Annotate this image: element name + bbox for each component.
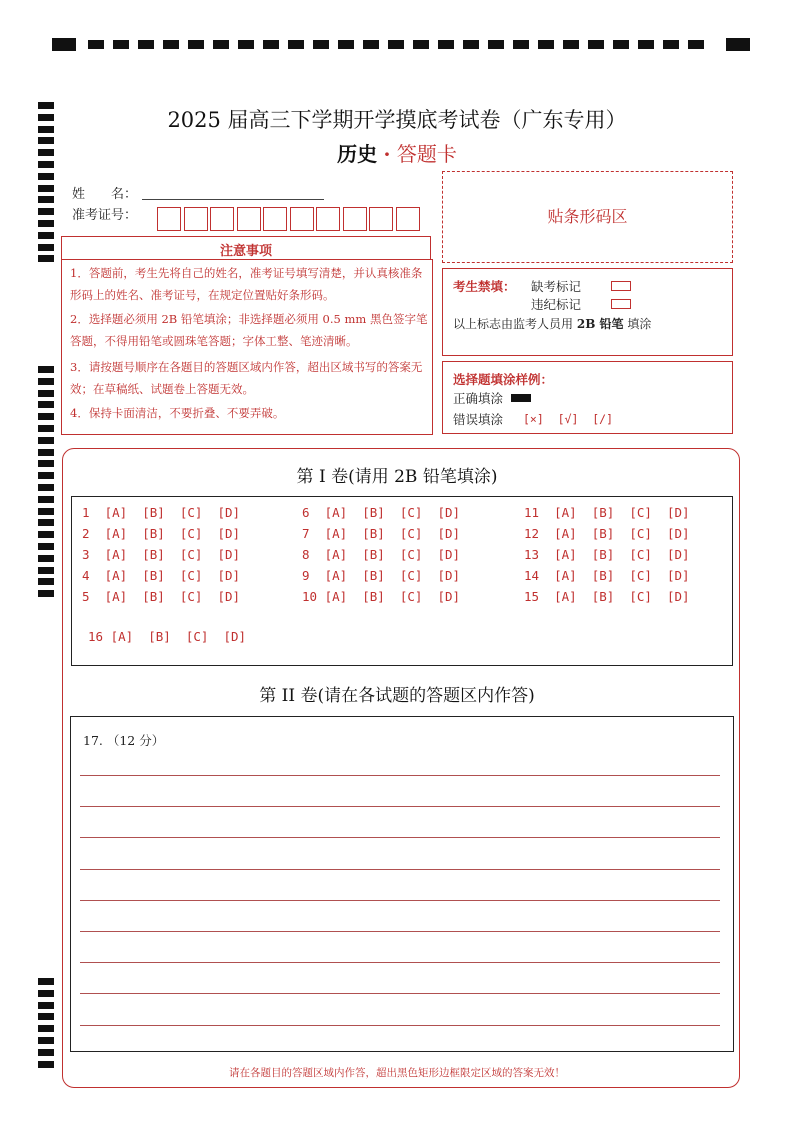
timing-mark	[338, 40, 354, 49]
notice-item-1: 1．答题前，考生先将自己的姓名，准考证号填写清楚，并认真核准条形码上的姓名、准考证号，在规定位置贴好条形码。	[70, 266, 423, 302]
wrong-fill-label: 错误填涂	[453, 412, 504, 427]
correct-fill-label: 正确填涂	[453, 391, 504, 406]
timing-mark	[38, 519, 54, 526]
timing-mark	[38, 390, 54, 397]
timing-mark	[38, 244, 54, 251]
notice-item-4: 4．保持卡面清洁，不要折叠、不要弄破。	[70, 406, 285, 420]
exam-id-grid[interactable]	[157, 207, 422, 231]
timing-mark	[38, 185, 54, 192]
timing-mark	[638, 40, 654, 49]
timing-mark	[388, 40, 404, 49]
timing-mark	[38, 1037, 54, 1044]
timing-mark	[38, 413, 54, 420]
prohibited-note-end: 填涂	[627, 317, 652, 331]
timing-mark	[288, 40, 304, 49]
choice-row[interactable]: 8 [A] [B] [C] [D]	[302, 547, 461, 562]
timing-mark	[38, 196, 54, 203]
timing-mark	[513, 40, 529, 49]
timing-mark	[163, 40, 179, 49]
choice-row[interactable]: 5 [A] [B] [C] [D]	[82, 589, 241, 604]
timing-mark	[38, 366, 54, 373]
timing-mark	[38, 255, 54, 262]
timing-mark	[38, 567, 54, 574]
timing-mark	[726, 38, 750, 51]
exam-id-digit-cell[interactable]	[316, 207, 340, 231]
answer-line	[80, 775, 720, 776]
timing-mark	[38, 990, 54, 997]
violation-label: 违纪标记	[531, 297, 582, 312]
choice-row[interactable]: 3 [A] [B] [C] [D]	[82, 547, 241, 562]
timing-mark	[113, 40, 129, 49]
timing-mark	[38, 232, 54, 239]
timing-mark	[38, 220, 54, 227]
subject-title	[0, 138, 794, 167]
subject-name: 历史	[337, 142, 378, 166]
timing-mark	[488, 40, 504, 49]
timing-mark	[38, 425, 54, 432]
choice-row[interactable]: 7 [A] [B] [C] [D]	[302, 526, 461, 541]
prohibited-title: 考生禁填：	[453, 279, 516, 294]
timing-mark	[88, 40, 104, 49]
notice-title: 注意事项	[219, 244, 272, 259]
exam-id-digit-cell[interactable]	[263, 207, 287, 231]
exam-id-digit-cell[interactable]	[157, 207, 181, 231]
timing-mark	[38, 1049, 54, 1056]
answer-line	[80, 993, 720, 994]
top-timing-marks	[52, 38, 750, 52]
prohibited-box	[442, 268, 733, 356]
timing-mark	[588, 40, 604, 49]
answer-line	[80, 806, 720, 807]
timing-mark	[38, 543, 54, 550]
timing-mark	[38, 401, 54, 408]
barcode-label: 贴条形码区	[547, 207, 628, 226]
timing-mark	[538, 40, 554, 49]
timing-mark	[38, 531, 54, 538]
timing-mark	[38, 555, 54, 562]
answer-line	[80, 931, 720, 932]
exam-id-label: 准考证号：	[72, 208, 138, 223]
prohibited-note-text: 以上标志由监考人员用	[453, 317, 574, 331]
name-label: 姓 名：	[72, 187, 138, 202]
choice-row[interactable]: 9 [A] [B] [C] [D]	[302, 568, 461, 583]
exam-id-digit-cell[interactable]	[369, 207, 393, 231]
timing-mark	[38, 590, 54, 597]
violation-mark-box[interactable]	[611, 299, 631, 309]
timing-mark	[38, 208, 54, 215]
choice-row[interactable]: 14 [A] [B] [C] [D]	[524, 568, 690, 583]
absent-label: 缺考标记	[531, 279, 582, 294]
timing-mark	[688, 40, 704, 49]
timing-mark	[38, 437, 54, 444]
wrong-fill-marks: [×] [√] [/]	[523, 412, 614, 426]
exam-id-digit-cell[interactable]	[343, 207, 367, 231]
choice-row[interactable]: 13 [A] [B] [C] [D]	[524, 547, 690, 562]
choice-row[interactable]: 2 [A] [B] [C] [D]	[82, 526, 241, 541]
timing-mark	[438, 40, 454, 49]
choice-row[interactable]: 6 [A] [B] [C] [D]	[302, 505, 461, 520]
absent-mark-box[interactable]	[611, 281, 631, 291]
prohibited-note	[453, 315, 651, 332]
timing-mark	[38, 496, 54, 503]
sample-title: 选择题填涂样例：	[453, 372, 554, 387]
question-17-label: 17. （12 分）	[83, 733, 165, 748]
timing-mark	[38, 173, 54, 180]
timing-mark	[38, 1025, 54, 1032]
part1-title: 第 I 卷(请用 2B 铅笔填涂)	[296, 467, 498, 487]
timing-mark	[613, 40, 629, 49]
timing-mark	[52, 38, 76, 51]
title-dot: ·	[383, 142, 391, 166]
sample-box	[442, 361, 733, 434]
timing-mark	[363, 40, 379, 49]
timing-mark	[38, 449, 54, 456]
answer-line	[80, 962, 720, 963]
answer-card-label: 答题卡	[396, 142, 457, 166]
part2-title: 第 II 卷(请在各试题的答题区内作答)	[259, 686, 535, 706]
exam-id-digit-cell[interactable]	[237, 207, 261, 231]
timing-mark	[138, 40, 154, 49]
exam-id-digit-cell[interactable]	[210, 207, 234, 231]
name-field[interactable]	[142, 199, 324, 200]
choice-row[interactable]: 11 [A] [B] [C] [D]	[524, 505, 690, 520]
choice-box	[71, 496, 733, 666]
notice-box	[61, 259, 433, 435]
choice-row[interactable]: 4 [A] [B] [C] [D]	[82, 568, 241, 583]
choice-row[interactable]: 10 [A] [B] [C] [D]	[302, 589, 461, 604]
timing-mark	[263, 40, 279, 49]
exam-id-digit-cell[interactable]	[184, 207, 208, 231]
answer-line	[80, 837, 720, 838]
notice-item-3: 3．请按题号顺序在各题目的答题区域内作答，超出区域书写的答案无效；在草稿纸、试题卷上答题无效。	[70, 360, 423, 396]
prohibited-note-bold: 2B 铅笔	[576, 317, 624, 331]
timing-mark	[38, 508, 54, 515]
notice-item-2: 2．选择题必须用 2B 铅笔填涂；非选择题必须用 0.5 mm 黑色签字笔答题，不得用铅笔或圆珠笔答题；字体工整、笔迹清晰。	[70, 312, 428, 348]
timing-mark	[563, 40, 579, 49]
choice-row[interactable]: 1 [A] [B] [C] [D]	[82, 505, 241, 520]
timing-mark	[38, 978, 54, 985]
timing-mark	[238, 40, 254, 49]
answer-line	[80, 1025, 720, 1026]
answer-line	[80, 869, 720, 870]
timing-mark	[38, 1013, 54, 1020]
timing-mark	[213, 40, 229, 49]
exam-id-digit-cell[interactable]	[290, 207, 314, 231]
left-timing-marks-bottom	[38, 978, 56, 1070]
notice-header	[61, 236, 431, 260]
timing-mark	[463, 40, 479, 49]
choice-row[interactable]: 15 [A] [B] [C] [D]	[524, 589, 690, 604]
timing-mark	[38, 578, 54, 585]
exam-id-digit-cell[interactable]	[396, 207, 420, 231]
timing-mark	[188, 40, 204, 49]
answer-line	[80, 900, 720, 901]
choice-row-16[interactable]: 16 [A] [B] [C] [D]	[88, 629, 247, 644]
essay-box[interactable]	[70, 716, 734, 1052]
choice-row[interactable]: 12 [A] [B] [C] [D]	[524, 526, 690, 541]
exam-title: 2025 届高三下学期开学摸底考试卷（广东专用）	[167, 108, 627, 132]
timing-mark	[313, 40, 329, 49]
footer-warning: 请在各题目的答题区域内作答，超出黑色矩形边框限定区域的答案无效！	[229, 1067, 565, 1079]
timing-mark	[413, 40, 429, 49]
barcode-area	[442, 171, 733, 263]
timing-mark	[663, 40, 679, 49]
timing-mark	[38, 378, 54, 385]
timing-mark	[38, 1002, 54, 1009]
correct-fill-mark	[511, 394, 531, 402]
